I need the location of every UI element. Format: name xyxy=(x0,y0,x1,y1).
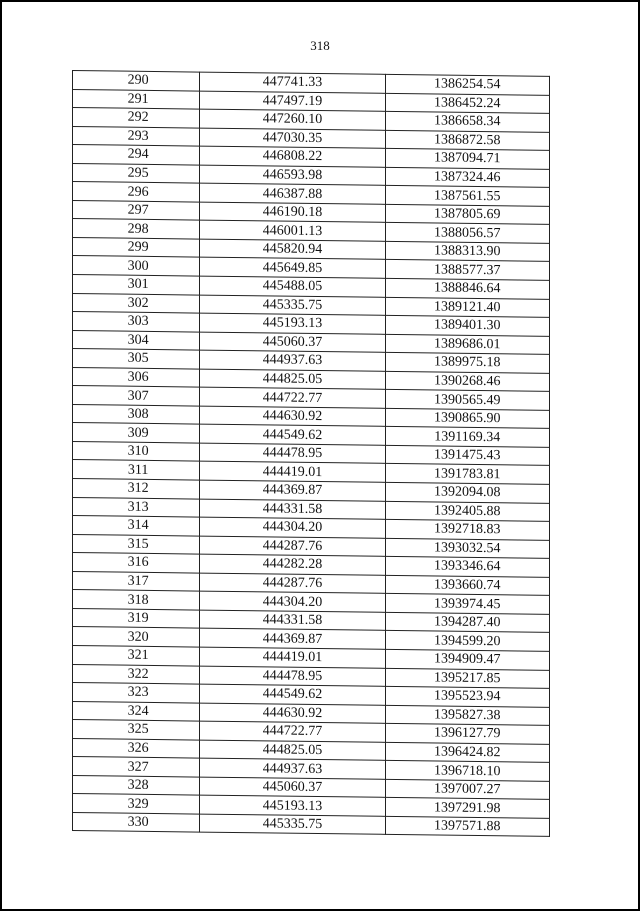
y-coordinate-cell xyxy=(385,130,549,151)
cell-value: 325 xyxy=(127,722,149,738)
cell-value: 444369.87 xyxy=(262,631,323,647)
cell-value: 1395523.94 xyxy=(434,688,501,705)
point-number-cell xyxy=(73,182,200,202)
x-coordinate-cell xyxy=(200,239,385,260)
y-coordinate-cell xyxy=(385,427,549,448)
x-coordinate-cell xyxy=(200,369,385,390)
y-coordinate-cell xyxy=(385,742,549,763)
point-number-cell xyxy=(73,534,200,554)
point-number-cell xyxy=(73,720,200,740)
cell-value: 1394909.47 xyxy=(434,651,501,668)
point-number-cell xyxy=(73,553,200,573)
cell-value: 446387.88 xyxy=(262,185,323,202)
cell-value: 1390268.46 xyxy=(434,373,501,390)
x-coordinate-cell xyxy=(200,295,385,316)
point-number-cell xyxy=(73,367,200,387)
y-coordinate-cell xyxy=(385,371,549,392)
cell-value: 310 xyxy=(127,443,149,460)
y-coordinate-cell xyxy=(385,723,549,744)
point-number-cell xyxy=(73,404,200,424)
cell-value: 290 xyxy=(127,72,149,89)
x-coordinate-cell xyxy=(200,406,385,427)
cell-value: 292 xyxy=(127,110,149,126)
cell-value: 447260.10 xyxy=(262,111,323,128)
y-coordinate-cell xyxy=(385,816,549,837)
cell-value: 321 xyxy=(127,647,149,664)
cell-value: 318 xyxy=(127,592,149,608)
y-coordinate-cell xyxy=(385,557,549,578)
cell-value: 445649.85 xyxy=(262,260,323,276)
cell-value: 1397291.98 xyxy=(434,800,501,816)
cell-value: 312 xyxy=(127,480,149,497)
x-coordinate-cell xyxy=(200,276,385,297)
cell-value: 291 xyxy=(127,91,149,107)
x-coordinate-cell xyxy=(200,517,385,538)
cell-value: 1390865.90 xyxy=(434,410,501,427)
x-coordinate-cell xyxy=(200,72,385,93)
cell-value: 444419.01 xyxy=(262,649,323,666)
point-number-cell xyxy=(73,349,200,369)
y-coordinate-cell xyxy=(385,297,549,318)
cell-value: 444287.76 xyxy=(262,575,323,592)
point-number-cell xyxy=(73,256,200,276)
cell-value: 445193.13 xyxy=(262,315,323,332)
y-coordinate-cell xyxy=(385,668,549,689)
x-coordinate-cell xyxy=(200,258,385,279)
cell-value: 315 xyxy=(127,536,149,552)
page-number: 318 xyxy=(310,38,330,53)
x-coordinate-cell xyxy=(200,814,385,835)
cell-value: 1393974.45 xyxy=(434,596,501,612)
cell-value: 311 xyxy=(127,462,149,478)
cell-value: 447741.33 xyxy=(262,74,323,91)
coordinates-table xyxy=(72,70,550,837)
x-coordinate-cell xyxy=(200,647,385,668)
cell-value: 1387324.46 xyxy=(434,169,501,186)
x-coordinate-cell xyxy=(200,777,385,798)
y-coordinate-cell xyxy=(385,538,549,559)
y-coordinate-cell xyxy=(385,408,549,429)
cell-value: 444304.20 xyxy=(262,593,323,610)
cell-value: 444630.92 xyxy=(262,705,323,721)
cell-value: 1397007.27 xyxy=(434,781,501,798)
cell-value: 1391475.43 xyxy=(434,447,501,464)
cell-value: 1397571.88 xyxy=(434,818,501,835)
cell-value: 444937.63 xyxy=(262,352,323,369)
cell-value: 294 xyxy=(127,147,149,163)
point-number-cell xyxy=(73,108,200,128)
cell-value: 313 xyxy=(127,499,149,515)
cell-value: 444478.95 xyxy=(262,445,323,462)
cell-value: 444630.92 xyxy=(262,408,323,425)
cell-value: 330 xyxy=(127,814,149,831)
cell-value: 328 xyxy=(127,777,149,793)
cell-value: 1392405.88 xyxy=(434,503,501,520)
point-number-cell xyxy=(73,312,200,332)
cell-value: 303 xyxy=(127,314,149,330)
point-number-cell xyxy=(73,145,200,165)
cell-value: 1389401.30 xyxy=(434,317,501,334)
x-coordinate-cell xyxy=(200,387,385,408)
point-number-cell xyxy=(73,441,200,461)
cell-value: 446001.13 xyxy=(262,222,323,239)
cell-value: 445335.75 xyxy=(262,297,323,313)
cell-value: 444331.58 xyxy=(262,501,323,517)
cell-value: 1387094.71 xyxy=(434,150,501,167)
point-number-cell xyxy=(73,386,200,406)
x-coordinate-cell xyxy=(200,591,385,612)
point-number-cell xyxy=(73,497,200,517)
x-coordinate-cell xyxy=(200,703,385,724)
cell-value: 302 xyxy=(127,295,149,311)
cell-value: 444825.05 xyxy=(262,371,323,388)
point-number-cell xyxy=(73,571,200,591)
cell-value: 308 xyxy=(127,406,149,423)
cell-value: 444282.28 xyxy=(262,556,323,573)
point-number-cell xyxy=(73,423,200,443)
y-coordinate-cell xyxy=(385,278,549,299)
cell-value: 322 xyxy=(127,666,149,682)
cell-value: 323 xyxy=(127,684,149,701)
cell-value: 444419.01 xyxy=(262,464,323,480)
cell-value: 1386658.34 xyxy=(434,113,501,130)
cell-value: 444937.63 xyxy=(262,760,323,777)
cell-value: 445060.37 xyxy=(262,334,323,350)
cell-value: 1387561.55 xyxy=(434,187,501,204)
point-number-cell xyxy=(73,293,200,313)
point-number-cell xyxy=(73,275,200,295)
x-coordinate-cell xyxy=(200,220,385,241)
coordinates-table-body xyxy=(73,71,550,837)
cell-value: 445060.37 xyxy=(262,779,323,796)
cell-value: 316 xyxy=(127,555,149,571)
x-coordinate-cell xyxy=(200,146,385,167)
point-number-cell xyxy=(73,608,200,628)
y-coordinate-cell xyxy=(385,612,549,633)
y-coordinate-cell xyxy=(385,241,549,262)
cell-value: 445193.13 xyxy=(262,797,323,814)
point-number-cell xyxy=(73,516,200,536)
y-coordinate-cell xyxy=(385,334,549,355)
y-coordinate-cell xyxy=(385,464,549,485)
y-coordinate-cell xyxy=(385,111,549,132)
x-coordinate-cell xyxy=(200,666,385,687)
y-coordinate-cell xyxy=(385,575,549,596)
y-coordinate-cell xyxy=(385,649,549,670)
x-coordinate-cell xyxy=(200,183,385,204)
point-number-cell xyxy=(73,775,200,795)
x-coordinate-cell xyxy=(200,443,385,464)
cell-value: 296 xyxy=(127,184,149,200)
point-number-cell xyxy=(73,794,200,814)
x-coordinate-cell xyxy=(200,480,385,501)
y-coordinate-cell xyxy=(385,315,549,336)
cell-value: 1392094.08 xyxy=(434,484,501,501)
cell-value: 314 xyxy=(127,518,149,534)
cell-value: 446190.18 xyxy=(262,204,323,221)
cell-value: 326 xyxy=(127,740,149,756)
cell-value: 444287.76 xyxy=(262,538,323,554)
y-coordinate-cell xyxy=(385,74,549,95)
point-number-cell xyxy=(73,237,200,257)
cell-value: 295 xyxy=(127,165,149,181)
y-coordinate-cell xyxy=(385,594,549,615)
x-coordinate-cell xyxy=(200,202,385,223)
cell-value: 444825.05 xyxy=(262,742,323,759)
point-number-cell xyxy=(73,219,200,239)
x-coordinate-cell xyxy=(200,573,385,594)
point-number-cell xyxy=(73,645,200,665)
x-coordinate-cell xyxy=(200,758,385,779)
cell-value: 1395827.38 xyxy=(434,707,501,724)
cell-value: 297 xyxy=(127,202,149,219)
cell-value: 1386254.54 xyxy=(434,76,501,93)
cell-value: 320 xyxy=(127,629,149,645)
point-number-cell xyxy=(73,479,200,499)
y-coordinate-cell xyxy=(385,167,549,188)
y-coordinate-cell xyxy=(385,631,549,652)
cell-value: 446593.98 xyxy=(262,167,323,184)
y-coordinate-cell xyxy=(385,779,549,800)
x-coordinate-cell xyxy=(200,684,385,705)
point-number-cell xyxy=(73,163,200,183)
cell-value: 444722.77 xyxy=(262,723,323,740)
y-coordinate-cell xyxy=(385,204,549,225)
cell-value: 445820.94 xyxy=(262,241,323,258)
y-coordinate-cell xyxy=(385,260,549,281)
cell-value: 444331.58 xyxy=(262,612,323,629)
cell-value: 317 xyxy=(127,573,149,589)
point-number-cell xyxy=(73,71,200,91)
x-coordinate-cell xyxy=(200,91,385,112)
cell-value: 1389121.40 xyxy=(434,299,501,316)
cell-value: 444722.77 xyxy=(262,389,323,406)
x-coordinate-cell xyxy=(200,462,385,483)
x-coordinate-cell xyxy=(200,628,385,649)
y-coordinate-cell xyxy=(385,501,549,522)
point-number-cell xyxy=(73,683,200,703)
cell-value: 1391169.34 xyxy=(434,429,501,445)
point-number-cell xyxy=(73,200,200,220)
y-coordinate-cell xyxy=(385,705,549,726)
cell-value: 329 xyxy=(127,796,149,812)
y-coordinate-cell xyxy=(385,149,549,170)
x-coordinate-cell xyxy=(200,554,385,575)
cell-value: 446808.22 xyxy=(262,148,323,165)
cell-value: 1387805.69 xyxy=(434,206,501,223)
cell-value: 1395217.85 xyxy=(434,670,501,687)
cell-value: 1389975.18 xyxy=(434,354,501,371)
point-number-cell xyxy=(73,812,200,832)
cell-value: 1388313.90 xyxy=(434,243,501,260)
x-coordinate-cell xyxy=(200,165,385,186)
point-number-cell xyxy=(73,757,200,777)
cell-value: 1393660.74 xyxy=(434,577,501,594)
x-coordinate-cell xyxy=(200,795,385,816)
cell-value: 447030.35 xyxy=(262,130,323,146)
cell-value: 1386872.58 xyxy=(434,132,501,149)
cell-value: 305 xyxy=(127,351,149,367)
y-coordinate-cell xyxy=(385,482,549,503)
cell-value: 298 xyxy=(127,221,149,237)
x-coordinate-cell xyxy=(200,332,385,353)
point-number-cell xyxy=(73,89,200,109)
cell-value: 445335.75 xyxy=(262,816,323,833)
cell-value: 1396424.82 xyxy=(434,744,501,761)
point-number-cell xyxy=(73,330,200,350)
y-coordinate-cell xyxy=(385,186,549,207)
cell-value: 447497.19 xyxy=(262,93,323,109)
cell-value: 444549.62 xyxy=(262,426,323,443)
point-number-cell xyxy=(73,590,200,610)
cell-value: 444304.20 xyxy=(262,519,323,536)
y-coordinate-cell xyxy=(385,686,549,707)
cell-value: 300 xyxy=(127,258,149,274)
point-number-cell xyxy=(73,738,200,758)
x-coordinate-cell xyxy=(200,740,385,761)
cell-value: 445488.05 xyxy=(262,278,323,295)
cell-value: 444549.62 xyxy=(262,686,323,703)
y-coordinate-cell xyxy=(385,761,549,782)
y-coordinate-cell xyxy=(385,519,549,540)
cell-value: 1388577.37 xyxy=(434,262,501,278)
point-number-cell xyxy=(73,126,200,146)
x-coordinate-cell xyxy=(200,109,385,130)
cell-value: 1391783.81 xyxy=(434,466,501,482)
cell-value: 299 xyxy=(127,239,149,256)
cell-value: 1393032.54 xyxy=(434,540,501,557)
point-number-cell xyxy=(73,664,200,684)
cell-value: 1390565.49 xyxy=(434,391,501,408)
y-coordinate-cell xyxy=(385,93,549,114)
x-coordinate-cell xyxy=(200,313,385,334)
cell-value: 1388056.57 xyxy=(434,225,501,241)
cell-value: 444478.95 xyxy=(262,668,323,684)
cell-value: 1388846.64 xyxy=(434,280,501,297)
y-coordinate-cell xyxy=(385,223,549,244)
cell-value: 327 xyxy=(127,759,149,775)
cell-value: 319 xyxy=(127,610,149,627)
cell-value: 1396718.10 xyxy=(434,762,501,779)
y-coordinate-cell xyxy=(385,798,549,819)
point-number-cell xyxy=(73,701,200,721)
cell-value: 293 xyxy=(127,128,149,144)
cell-value: 1393346.64 xyxy=(434,558,501,575)
x-coordinate-cell xyxy=(200,350,385,371)
x-coordinate-cell xyxy=(200,610,385,631)
x-coordinate-cell xyxy=(200,721,385,742)
cell-value: 1394287.40 xyxy=(434,614,501,631)
point-number-cell xyxy=(73,627,200,647)
cell-value: 307 xyxy=(127,388,149,404)
cell-value: 306 xyxy=(127,369,149,385)
cell-value: 1389686.01 xyxy=(434,336,501,353)
y-coordinate-cell xyxy=(385,390,549,411)
cell-value: 444369.87 xyxy=(262,482,323,499)
y-coordinate-cell xyxy=(385,445,549,466)
point-number-cell xyxy=(73,460,200,480)
cell-value: 301 xyxy=(127,276,149,293)
cell-value: 304 xyxy=(127,332,149,348)
cell-value: 324 xyxy=(127,703,149,719)
cell-value: 1386452.24 xyxy=(434,95,501,112)
cell-value: 1396127.79 xyxy=(434,725,501,742)
cell-value: 1394599.20 xyxy=(434,633,501,649)
x-coordinate-cell xyxy=(200,424,385,445)
x-coordinate-cell xyxy=(200,536,385,557)
x-coordinate-cell xyxy=(200,499,385,520)
y-coordinate-cell xyxy=(385,353,549,374)
cell-value: 309 xyxy=(127,425,149,441)
cell-value: 1392718.83 xyxy=(434,521,501,538)
x-coordinate-cell xyxy=(200,128,385,149)
